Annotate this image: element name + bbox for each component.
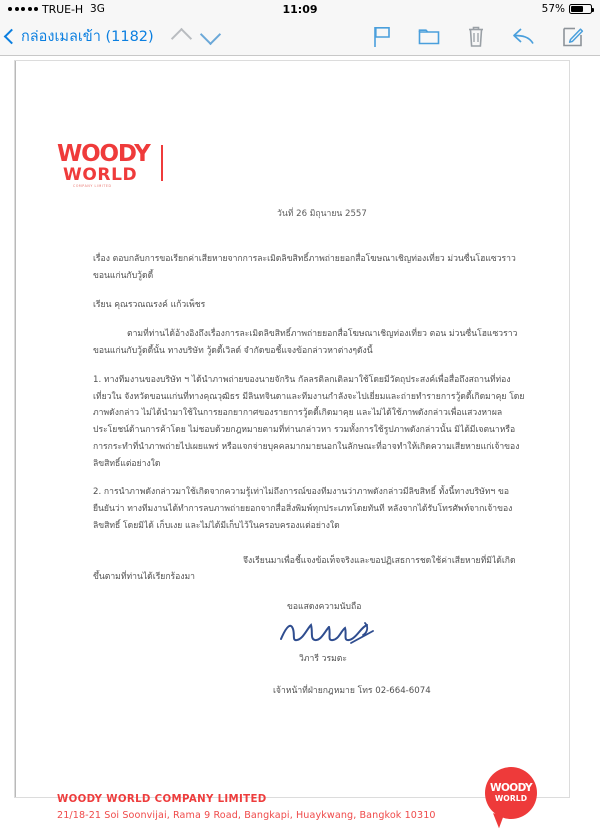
badge-line-2: WORLD	[494, 793, 528, 803]
letter-salutation: เรียน คุณรวณณรงค์ แก้วเพ็ชร	[93, 299, 206, 310]
battery-icon	[569, 4, 592, 14]
letter-subject: เรื่อง ตอบกลับการขอเรียกค่าเสียหายจากการละเมิดลิขสิทธิ์ภาพถ่ายยอกสื่อโฆษณาเชิญท่องเที่ยว ม่วนซื่นโฮแซวราว ขอนแก่นกับวู้ดดี้	[93, 254, 516, 281]
carrier-label: TRUE-H	[42, 2, 84, 16]
clock-label: 11:09	[282, 2, 318, 16]
letter-footer	[57, 794, 527, 821]
footer-address: 21/18-21 Soi Soonvijai, Rama 9 Road, Bangkapi, Huaykwang, Bangkok 10310	[57, 810, 436, 821]
letter-document	[14, 60, 570, 821]
badge-line-1: WOODY	[490, 782, 532, 795]
network-type-label: 3G	[90, 3, 105, 15]
signal-strength-icon	[8, 7, 38, 11]
mail-toolbar	[0, 18, 600, 56]
chevron-left-icon	[4, 29, 20, 45]
signatory-role-and-phone: เจ้าหน้าที่ฝ่ายกฎหมาย โทร 02-664-6074	[273, 686, 431, 696]
letter-paragraph-1: 1. ทางทีมงานของบริษัท ฯ ได้นำภาพถ่ายของนายจักริน กัลลรติลกเติลมาใช้โดยมีวัตถุประสงค์เพื่อสื่อถึงสถานที่ท่องเที่ยวใน จังหวัดขอนแก่นที่ทางคุณวุฒิธร มีลินทจินดาและทีมงานกำลังจะไปเยี่ยมและถ่ายทำรายการวู้ดดี้เกิดมาคุย โดยภาพดังกล่าว ไม่ได้นำมาใช้ในการยอกยากาศของรายการวู้ดดี้เกิดมาคุย และไม่ได้ใช้ภาพดังกล่าวเพื่อแสวงหาผลประโยชน์ด้านการค้าโดย ไม่ชอบด้วยกฎหมายตามที่ท่านกล่าวหา รวมทั้งการใช้รูปภาพดังกล่าวนั้น มิได้มีเจตนาหรือการกระทำที่นำภาพถ่ายไปเผยแพร่ หรือแจกจ่ายบุคคลมากมายนอกในลักษณะที่อาจทำให้เกิดความเสียหายแก่เจ้าของลิขสิทธิ์แต่อย่างใด	[93, 374, 525, 469]
signature-block	[277, 599, 517, 665]
status-bar-left	[8, 3, 105, 16]
back-button-label: กล่องเมลเข้า (1182)	[21, 29, 154, 45]
message-body-area[interactable]	[0, 56, 600, 821]
handwritten-signature-icon	[277, 619, 517, 649]
flag-icon[interactable]	[372, 26, 392, 48]
footer-company-name: WOODY WORLD COMPANY LIMITED	[57, 794, 267, 805]
letter-closing: จึงเรียนมาเพื่อชี้แจงข้อเท็จจริงและขอปฏิเสธการชดใช้ค่าเสียหายที่มิได้เกิดขึ้นตามที่ท่านได้เรียกร้องมา	[93, 555, 516, 583]
reply-icon[interactable]	[512, 26, 536, 47]
chevron-up-icon[interactable]	[171, 28, 192, 49]
signatory-name: วิภารี วรมตะ	[299, 654, 347, 664]
speech-bubble-icon	[485, 767, 537, 819]
logo-tagline: COMPANY LIMITED	[73, 184, 112, 188]
letter-date: วันที่ 26 มิถุนายน 2557	[277, 209, 367, 219]
chevron-down-icon[interactable]	[200, 24, 221, 45]
footer-logo-badge	[485, 767, 541, 823]
compose-icon[interactable]	[562, 26, 584, 48]
toolbar-actions	[372, 25, 590, 48]
letter-body	[93, 251, 525, 586]
letter-paragraph-2: 2. การนำภาพดังกล่าวมาใช้เกิดจากความรู้เท่าไม่ถึงการณ์ของทีมงานว่าภาพดังกล่าวมีลิขสิทธิ์ ทั้งนี้ทางบริษัทฯ ขอยืนยันว่า ทางทีมงานได้ทำการลบภาพถ่ายยอกจากสื่อสิ่งพิมพ์ทุกประเภทโดยทันที หลังจากได้รับโทรศัพท์จากเจ้าของลิขสิทธิ์ โดยมิได้ เก็บเงย และไม่ได้มีเก็บไว้ในครอบครองแต่อย่างใด	[93, 487, 513, 531]
company-logo	[57, 143, 163, 188]
back-to-inbox-button[interactable]	[6, 25, 154, 48]
logo-line-2: WORLD	[63, 165, 138, 185]
logo-line-1: WOODY	[57, 141, 150, 167]
folder-icon[interactable]	[418, 27, 440, 47]
battery-percent-label: 57%	[541, 3, 565, 15]
logo-wordmark	[57, 143, 150, 188]
signature-regards: ขอแสดงความนับถือ	[287, 602, 362, 612]
letter-intro-paragraph: ตามที่ท่านได้อ้างอิงถึงเรื่องการละเมิดลิขสิทธิ์ภาพถ่ายยอกสื่อโฆษณาเชิญท่องเที่ยว ตอน ม่วนซื่นโฮแซวราว ขอนแก่นกับวู้ดดี้นั้น ทางบริษัท วู้ดดี้เวิลด์ จำกัดขอชี้แจงข้อกล่าวหาต่างๆดังนี้	[93, 329, 518, 356]
message-navigation	[174, 27, 218, 46]
logo-divider	[161, 145, 163, 181]
status-bar-right	[542, 3, 592, 15]
status-bar	[0, 0, 600, 18]
trash-icon[interactable]	[466, 25, 486, 48]
